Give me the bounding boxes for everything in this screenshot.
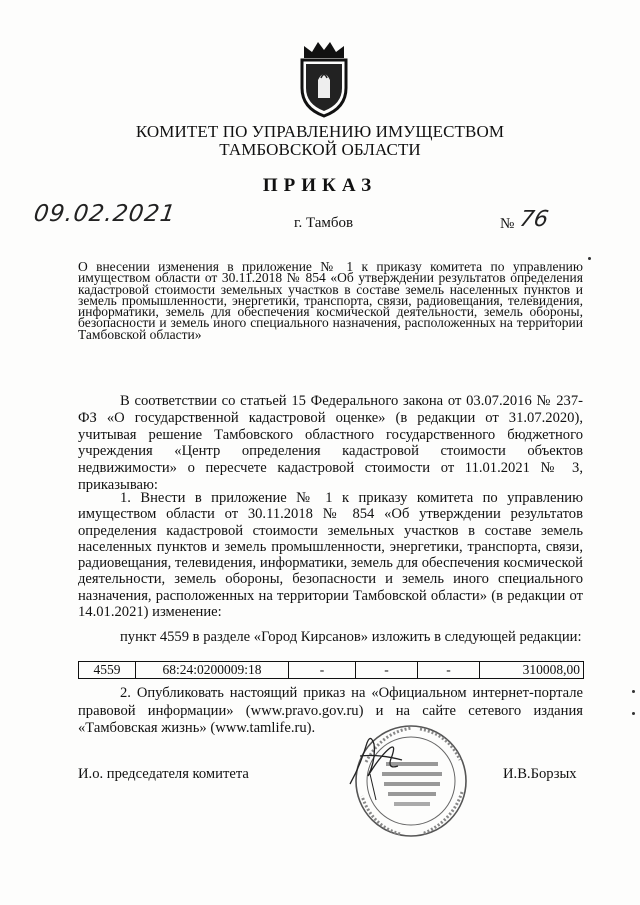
organization-name-line1: КОМИТЕТ ПО УПРАВЛЕНИЮ ИМУЩЕСТВОМ: [135, 122, 505, 141]
organization-name-line2: ТАМБОВСКОЙ ОБЛАСТИ: [219, 140, 421, 159]
table-cell: 68:24:0200009:18: [136, 662, 289, 679]
table-cell: -: [418, 662, 480, 679]
handwritten-signature: [340, 726, 410, 806]
handwritten-date: 09.02.2021: [32, 201, 178, 227]
item-2-paragraph: 2. Опубликовать настоящий приказ на «Официальном интернет-портале правовой информации» (www.pravo.gov.ru) и на сайте сетевого издания «Тамбовская жизнь» (www.tamlife.ru).: [78, 685, 583, 736]
signatory-role: И.о. председателя комитета: [78, 766, 249, 782]
amendment-table: [78, 661, 584, 679]
handwritten-number: 76: [517, 207, 551, 232]
document-type-title: ПРИКАЗ: [262, 175, 378, 196]
preamble-paragraph: В соответствии со статьей 15 Федерального закона от 03.07.2016 № 237-ФЗ «О государственной кадастровой оценке» (в редакции от 31.07.2020), учитывая решение Тамбовского областного государственного бюджетного учреждения «Центр определения кадастровой стоимости объектов недвижимости» о пересчете кадастровой стоимости от 11.01.2021 № 3, приказываю:: [78, 393, 583, 493]
table-cell: 4559: [79, 662, 136, 679]
order-subject: О внесении изменения в приложение № 1 к приказу комитета по управлению имуществом области от 30.11.2018 № 854 «Об утверждении результатов определения кадастровой стоимости земельных участков в составе земель населенных пунктов и земель промышленности, энергетики, транспорта, связи, радиовещания, телевидения, информатики, земель для обеспечения космической деятельности, земель обороны, безопасности и земель иного специального назначения, расположенных на территории Тамбовской области»: [78, 259, 583, 342]
signatory-name: И.В.Борзых: [503, 766, 577, 782]
scan-speck: [588, 257, 591, 260]
scan-speck: [632, 712, 635, 715]
coat-of-arms-emblem: [296, 38, 352, 118]
table-cell: -: [356, 662, 418, 679]
city: г. Тамбов: [294, 215, 354, 231]
number-label: №: [500, 216, 515, 232]
table-cell: -: [289, 662, 356, 679]
table-cell: 310008,00: [480, 662, 584, 679]
item-1-paragraph: 1. Внести в приложение № 1 к приказу комитета по управлению имуществом области от 30.11.2018 № 854 «Об утверждении результатов определения кадастровой стоимости земельных участков в составе земель населенных пунктов и земель промышленности, энергетики, транспорта, связи, радиовещания, телевидения, информатики, земель для обеспечения космической деятельности, земель обороны, безопасности и земель иного специального назначения, расположенных на территории Тамбовской области» (в редакции от 14.01.2021) изменение:: [78, 490, 583, 621]
punkt-paragraph: пункт 4559 в разделе «Город Кирсанов» изложить в следующей редакции:: [120, 629, 582, 645]
table-row: [79, 662, 584, 679]
scan-speck: [632, 690, 635, 693]
